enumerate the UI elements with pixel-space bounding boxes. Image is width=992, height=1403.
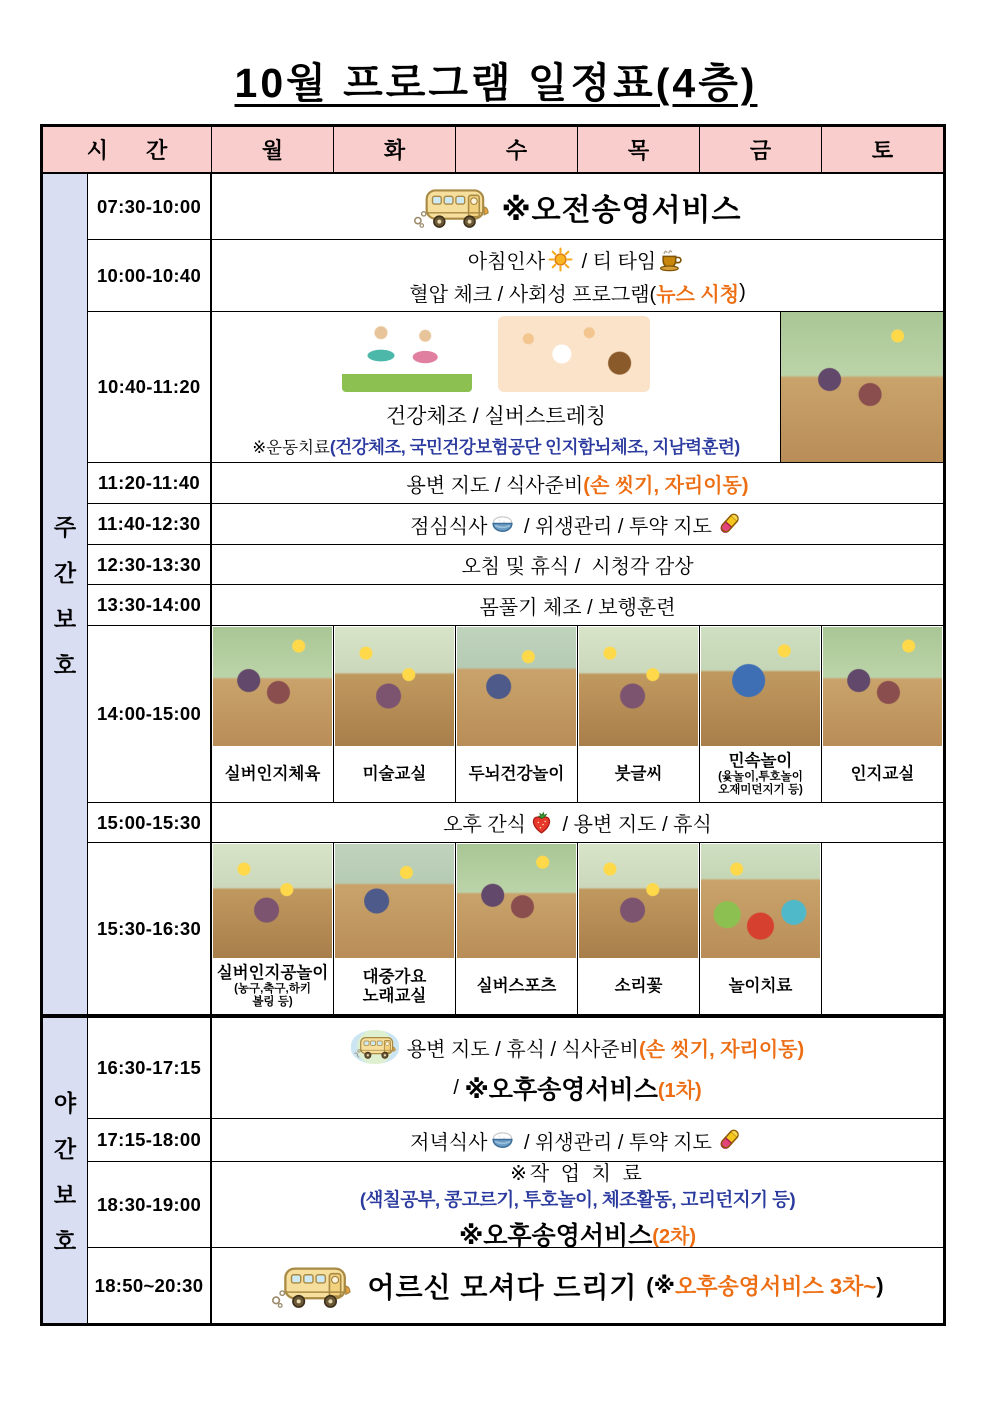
health-gym-text: 건강체조 / 실버스트레칭 xyxy=(385,404,607,428)
day-care-side-label xyxy=(43,174,88,1014)
time-1120: 11:20-11:40 xyxy=(88,463,212,503)
rice-bowl-icon xyxy=(490,512,515,537)
teacup-icon xyxy=(659,247,684,272)
side-char: 야 xyxy=(53,1090,77,1116)
time-1715: 17:15-18:00 xyxy=(88,1119,212,1161)
program-cell-tue xyxy=(334,843,456,1014)
walking-seniors-illustration xyxy=(342,316,472,392)
program-cell-wed xyxy=(456,626,578,802)
program-cell-tue xyxy=(334,626,456,802)
hand-wash-text: (손 씻기, 자리이동) xyxy=(638,1038,805,1061)
program-label: 붓글씨 xyxy=(614,765,663,784)
time-1000: 10:00-10:40 xyxy=(88,240,212,311)
hygiene-medication-text: / 위생관리 / 투약 지도 xyxy=(518,515,712,538)
program-label: 놀이치료 xyxy=(728,977,793,996)
night-care-side-label xyxy=(43,1018,88,1323)
slash-text: / xyxy=(453,1076,465,1099)
toilet-rest-text: / 용변 지도 / 휴식 xyxy=(557,814,712,836)
day-care-section xyxy=(43,174,943,1018)
time-1500: 15:00-15:30 xyxy=(88,803,212,842)
warmup-walking-text: 몸풀기 체조 / 보행훈련 xyxy=(479,596,676,619)
row-1230-1330 xyxy=(88,545,943,585)
toilet-meal-prep-text: 용변 지도 / 식사준비 xyxy=(406,474,584,497)
program-sublabel: (윷놀이,투호놀이 xyxy=(718,770,803,783)
program-label: 대중가요 xyxy=(362,967,427,986)
table-header xyxy=(43,127,943,174)
program-label: 실버스포츠 xyxy=(476,977,557,996)
time-1040: 10:40-11:20 xyxy=(88,312,212,462)
school-bus-icon xyxy=(351,1030,399,1064)
row-0730-1000 xyxy=(88,174,943,240)
dinner-text: 저녁식사 xyxy=(410,1131,488,1154)
paren-close: ) xyxy=(739,280,746,303)
row-1850-2030 xyxy=(88,1248,943,1323)
afternoon-shuttle-text: ※오후송영서비스 xyxy=(458,1222,653,1250)
row-1120-1140 xyxy=(88,463,943,504)
tea-time-text: / 티 타임 xyxy=(576,250,657,273)
program-cell-fri xyxy=(700,843,822,1014)
header-day-thu: 목 xyxy=(578,127,700,172)
afternoon-shuttle-text: ※오후송영서비스 xyxy=(464,1076,658,1104)
pill-icon xyxy=(715,511,742,538)
time-1400: 14:00-15:00 xyxy=(88,626,212,802)
side-char: 호 xyxy=(53,651,77,678)
ball-games-photo xyxy=(213,844,332,958)
row-1140-1230 xyxy=(88,504,943,545)
singing-class-photo xyxy=(335,844,454,958)
time-1140: 11:40-12:30 xyxy=(88,504,212,544)
sori-flower-photo xyxy=(579,844,698,958)
program-sublabel: (농구,축구,하키 xyxy=(234,982,311,995)
silver-sports-photo xyxy=(457,844,576,958)
hygiene-medication-text: / 위생관리 / 투약 지도 xyxy=(518,1131,712,1154)
side-char: 간 xyxy=(53,559,77,586)
exercise-therapy-detail: (건강체조, 국민건강보험공단 인지함뇌체조, 지남력훈련) xyxy=(329,436,740,457)
folk-games-photo xyxy=(701,627,820,746)
bp-check-text: 혈압 체크 / 사회성 프로그램( xyxy=(409,283,657,306)
nap-rest-text: 오침 및 휴식 / 시청각 감상 xyxy=(461,556,694,578)
play-therapy-photo xyxy=(701,844,820,958)
escort-home-text: 어르신 모셔다 드리기 xyxy=(367,1271,647,1303)
header-day-mon: 월 xyxy=(212,127,334,172)
header-time: 시 간 xyxy=(43,127,212,172)
program-sublabel: 오재미던지기 등) xyxy=(718,783,803,796)
silver-cognitive-pe-photo xyxy=(213,627,332,746)
hand-wash-text: (손 씻기, 자리이동) xyxy=(583,474,749,497)
program-cell-mon xyxy=(212,843,334,1014)
exercise-therapy-label: ※운동치료 xyxy=(252,439,330,457)
row-1630-1715 xyxy=(88,1018,943,1119)
schedule-table xyxy=(40,124,946,1326)
stretching-illustration xyxy=(498,316,650,392)
program-label: 민속놀이 xyxy=(728,751,793,770)
program-label: 두뇌건강놀이 xyxy=(468,765,565,784)
school-bus-icon xyxy=(413,182,491,232)
program-sublabel: 볼링 등) xyxy=(252,995,293,1008)
time-1230: 12:30-13:30 xyxy=(88,545,212,584)
morning-greeting-text: 아침인사 xyxy=(467,250,546,273)
program-label: 실버인지공놀이 xyxy=(216,963,329,982)
row-1830-1900 xyxy=(88,1162,943,1248)
row-1530-1630 xyxy=(88,843,943,1014)
program-label: 소리꽃 xyxy=(614,977,663,996)
header-day-wed: 수 xyxy=(456,127,578,172)
rice-bowl-icon xyxy=(490,1128,515,1153)
row-1330-1400 xyxy=(88,585,943,626)
therapy-activities-text: (색칠공부, 콩고르기, 투호놀이, 체조활동, 고리던지기 등) xyxy=(359,1189,796,1210)
header-day-tue: 화 xyxy=(334,127,456,172)
program-cell-thu xyxy=(578,626,700,802)
program-label: 노래교실 xyxy=(362,986,427,1005)
school-bus-icon xyxy=(271,1260,353,1312)
calligraphy-photo xyxy=(579,627,698,746)
time-1530: 15:30-16:30 xyxy=(88,843,212,1014)
header-day-sat: 토 xyxy=(871,138,894,163)
pill-icon xyxy=(715,1127,742,1154)
cognition-class-photo xyxy=(823,627,942,746)
program-cell-mon xyxy=(212,626,334,802)
shuttle-round-3: 오후송영서비스 3차~ xyxy=(674,1274,877,1299)
side-char: 호 xyxy=(53,1228,77,1254)
time-0730: 07:30-10:00 xyxy=(88,174,212,239)
evening-routine-text: 용변 지도 / 휴식 / 식사준비 xyxy=(406,1038,639,1061)
side-char: 보 xyxy=(53,605,77,632)
shuttle-round-2: (2차) xyxy=(652,1225,697,1248)
header-day-fri: 금 xyxy=(700,127,822,172)
time-1830: 18:30-19:00 xyxy=(88,1162,212,1247)
strawberry-icon xyxy=(529,810,554,835)
row-1040-1120 xyxy=(88,312,943,463)
exercise-class-photo xyxy=(780,312,943,462)
time-1330: 13:30-14:00 xyxy=(88,585,212,625)
side-char: 주 xyxy=(53,513,77,540)
row-1400-1500 xyxy=(88,626,943,803)
shuttle-round-1: (1차) xyxy=(657,1079,702,1102)
program-cell-sat xyxy=(822,626,943,802)
program-label: 실버인지체육 xyxy=(224,765,321,784)
page-title: 10월 프로그램 일정표(4층) xyxy=(234,60,758,106)
morning-shuttle-text: ※오전송영서비스 xyxy=(501,193,742,227)
side-char: 간 xyxy=(53,1136,77,1162)
art-class-photo xyxy=(335,627,454,746)
program-cell-sat-empty xyxy=(822,843,943,1014)
program-cell-thu xyxy=(578,843,700,1014)
row-1500-1530 xyxy=(88,803,943,843)
row-1000-1040 xyxy=(88,240,943,312)
program-label: 미술교실 xyxy=(362,765,427,784)
afternoon-snack-text: 오후 간식 xyxy=(443,814,526,836)
row-1715-1800 xyxy=(88,1119,943,1162)
sun-icon xyxy=(548,247,573,272)
program-cell-wed xyxy=(456,843,578,1014)
night-care-section xyxy=(43,1018,943,1323)
time-1850: 18:50~20:30 xyxy=(88,1248,212,1323)
brain-health-play-photo xyxy=(457,627,576,746)
program-cell-fri xyxy=(700,626,822,802)
paren-open: (※ xyxy=(646,1272,675,1298)
lunch-text: 점심식사 xyxy=(410,515,488,538)
paren-close: ) xyxy=(876,1272,884,1298)
time-1630: 16:30-17:15 xyxy=(88,1018,212,1118)
news-watching-text: 뉴스 시청 xyxy=(656,283,740,306)
side-char: 보 xyxy=(53,1182,77,1208)
occupational-therapy-text: ※작 업 치 료 xyxy=(510,1163,645,1185)
program-label: 인지교실 xyxy=(850,765,915,784)
